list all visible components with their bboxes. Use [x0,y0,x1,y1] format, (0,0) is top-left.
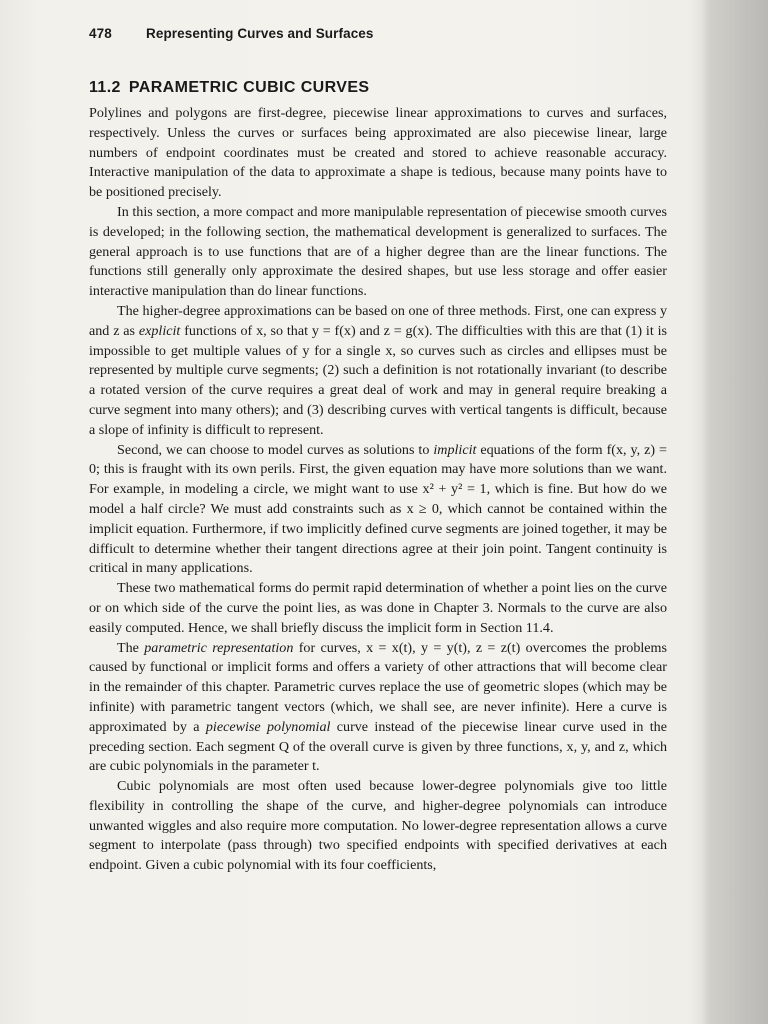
paragraph-6-emphasis-1: parametric representation [144,639,294,656]
paragraph-1: Polylines and polygons are first-degree, piecewise linear approximations to curves and surfaces, respectively. Unless the curves or surfaces being approximated are also piecewise linear, large numbers of endpoint coordinates must be created and stored to achieve reasonable accuracy. Interactive manipulation of the data to approximate a shape is tedious, because many points have to be positioned precisely. [89,105,667,201]
paragraph-6 [89,639,667,778]
paragraph-3-text-a: The higher-degree approximations can be based on one of three methods. First, one can express y and z as [89,302,667,339]
section-heading [89,79,369,97]
page-number: 478 [89,26,112,41]
running-header [89,26,374,41]
paragraph-4-text-a: Second, we can choose to model curves as solutions to [117,441,434,458]
paragraph-4 [89,441,667,580]
paragraph-6-text-a: The [117,639,145,656]
paragraph-6-text-b: for curves, x = x(t), y = y(t), z = z(t) overcomes the problems caused by functional or implicit forms and offers a variety of other attractions that will become clear in the remainder of this chapter. Parametric curves replace the use of geometric slopes (which may be infinite) with parametric tangent vectors (which, we shall see, are never infinite). Here a curve is approximated by a [89,639,667,735]
paragraph-3-emphasis: explicit [138,322,181,339]
paragraph-6-text-c: curve instead of the piecewise linear curve used in the preceding section. Each segment Q of the overall curve is given by three functions, x, y, and z, which are cubic polynomials in the parameter t. [89,718,667,775]
paragraph-7: Cubic polynomials are most often used because lower-degree polynomials give too little flexibility in controlling the shape of the curve, and higher-degree polynomials can introduce unwanted wiggles and also require more computation. No lower-degree representation allows a curve segment to interpolate (pass through) two specified endpoints with specified derivatives at each endpoint. Given a cubic polynomial with its four coefficients, [89,778,667,874]
paragraph-4-text-b: equations of the form f(x, y, z) = 0; this is fraught with its own perils. First, the given equation may have more solutions than we want. For example, in modeling a circle, we might want to use x² + y² = 1, which is fine. But how do we model a half circle? We must add constraints such as x ≥ 0, which cannot be contained within the implicit equation. Furthermore, if two implicitly defined curve segments are joined together, it may be difficult to determine whether their tangent directions agree at their join point. Tangent continuity is critical in many applications. [89,441,667,577]
body-text [89,104,667,876]
paragraph-3 [89,302,667,441]
paragraph-4-emphasis: implicit [433,441,477,458]
section-number: 11.2 [89,79,121,96]
running-title: Representing Curves and Surfaces [146,26,374,41]
paragraph-2: In this section, a more compact and more manipulable representation of piecewise smooth curves is developed; in the following section, the mathematical development is generalized to surfaces. The general approach is to use functions that are of a higher degree than are the linear functions. The functions still generally only approximate the desired shapes, but use less storage and offer easier interactive manipulation than do linear functions. [89,203,667,300]
paragraph-6-emphasis-2: piecewise polynomial [205,718,331,735]
paragraph-5: These two mathematical forms do permit rapid determination of whether a point lies on the curve or on which side of the curve the point lies, as was done in Chapter 3. Normals to the curve are also easily computed. Hence, we shall briefly discuss the implicit form in Section 11.4. [89,580,667,636]
section-title: PARAMETRIC CUBIC CURVES [128,79,370,96]
paragraph-3-text-b: functions of x, so that y = f(x) and z = g(x). The difficulties with this are that (1) it is impossible to get multiple values of y for a single x, so curves such as circles and ellipses must be represented by multiple curve segments; (2) such a definition is not rotationally invariant (to describe a rotated version of the curve requires a great deal of work and may in general require breaking a curve segment into many others); and (3) describing curves with vertical tangents is difficult, because a slope of infinity is difficult to represent. [89,322,667,438]
